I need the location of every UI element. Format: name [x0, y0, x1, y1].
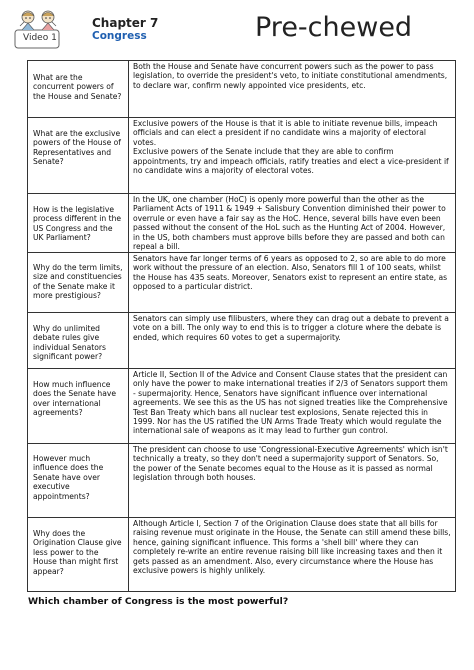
table-row — [28, 518, 456, 592]
table-row — [28, 194, 456, 253]
question-cell — [28, 313, 129, 369]
question-text: Why do the term limits, size and constituencies of the Senate make it more prestigious? — [33, 263, 123, 301]
question-text: However much influence does the Senate have over executive appointments? — [33, 454, 104, 501]
table-row — [28, 118, 456, 194]
question-text: Why does the Origination Clause give less power to the House than might first appear? — [33, 529, 122, 576]
closing-question: Which chamber of Congress is the most powerful? — [28, 596, 289, 607]
question-text: What are the exclusive powers of the House of Representatives and Senate? — [33, 129, 121, 167]
question-cell — [28, 444, 129, 518]
answer-cell: Both the House and Senate have concurrent powers such as the power to pass legislation, to override the president's veto, to initiate constitutional amendments, to declare war, confirm newly appointed vice presidents, etc. — [129, 61, 456, 118]
video-logo-icon — [14, 8, 68, 50]
answer-cell: The president can choose to use 'Congressional-Executive Agreements' which isn't technically a treaty, so they don't need a supermajority support of Senators. So, the power of the Senate becomes equal to the House as it is passed as normal legislation through both houses. — [129, 444, 456, 518]
table-row — [28, 313, 456, 369]
question-cell — [28, 253, 129, 313]
answer-cell: Exclusive powers of the House is that it is able to initiate revenue bills, impeach officials and can elect a president if no candidate wins a majority of electoral votes. Exclusive powers of the Senate include that they are able to confirm appointments, try and impeach officials, ratify treaties and elect a vice-president if no candidate wins a majority of electoral votes. — [129, 118, 456, 194]
question-cell — [28, 194, 129, 253]
answer-cell: Article II, Section II of the Advice and Consent Clause states that the president can only have the power to make international treaties if 2/3 of Senators support them - supermajority. Hence, Senators have significant influence over international agreements. We see this as the US has not signed treaties like the Comprehensive Test Ban Treaty which bans all nuclear test explosions, Senate rejected this in 1999. Nor has the US ratified the UN Arms Trade Treaty which would regulate the international sale of weapons as it may lead to further gun control. — [129, 369, 456, 444]
table-row — [28, 369, 456, 444]
table-row — [28, 61, 456, 118]
answer-cell: Although Article I, Section 7 of the Origination Clause does state that all bills for raising revenue must originate in the House, the Senate can still amend these bills, hence, gaining significant influence. This forms a 'shell bill' where they can completely re-write an entire revenue raising bill like increasing taxes and then it gets passed as an amendment. Also, every circumstance where the House has exclusive powers is highly unlikely. — [129, 518, 456, 592]
qa-table — [27, 60, 456, 592]
question-cell — [28, 118, 129, 194]
question-cell — [28, 369, 129, 444]
table-row — [28, 253, 456, 313]
question-cell — [28, 61, 129, 118]
section-label: Congress — [92, 30, 147, 42]
question-text: What are the concurrent powers of the House and Senate? — [33, 73, 122, 101]
answer-cell: In the UK, one chamber (HoC) is openly more powerful than the other as the Parliament Acts of 1911 & 1949 + Salisbury Convention diminished their power to overrule or even have a fair say as the HoC. Hence, several bills have even been passed without the consent of the HoL such as the Hunting Act of 2004. However, in the US, both chambers must approve bills before they are passed and both can repeal a bill. — [129, 194, 456, 253]
question-text: How much influence does the Senate have over international agreements? — [33, 380, 117, 418]
answer-cell: Senators have far longer terms of 6 years as opposed to 2, so are able to do more work without the pressure of an election. Also, Senators fill 1 of 100 seats, whilst the House has 435 seats. Moreover, Senators exist to represent an entire state, as opposed to a particular district. — [129, 253, 456, 313]
chapter-label: Chapter 7 — [92, 16, 159, 30]
logo-label: Video 1 — [23, 33, 57, 43]
question-text: How is the legislative process different in the US Congress and the UK Parliament? — [33, 205, 122, 243]
page-title: Pre-chewed — [255, 12, 413, 43]
question-text: Why do unlimited debate rules give individual Senators significant power? — [33, 324, 106, 362]
table-row — [28, 444, 456, 518]
question-cell — [28, 518, 129, 592]
page-header — [0, 0, 474, 60]
answer-cell: Senators can simply use filibusters, where they can drag out a debate to prevent a vote on a bill. The only way to end this is to trigger a cloture where the debate is ended, which requires 60 votes to get a supermajority. — [129, 313, 456, 369]
